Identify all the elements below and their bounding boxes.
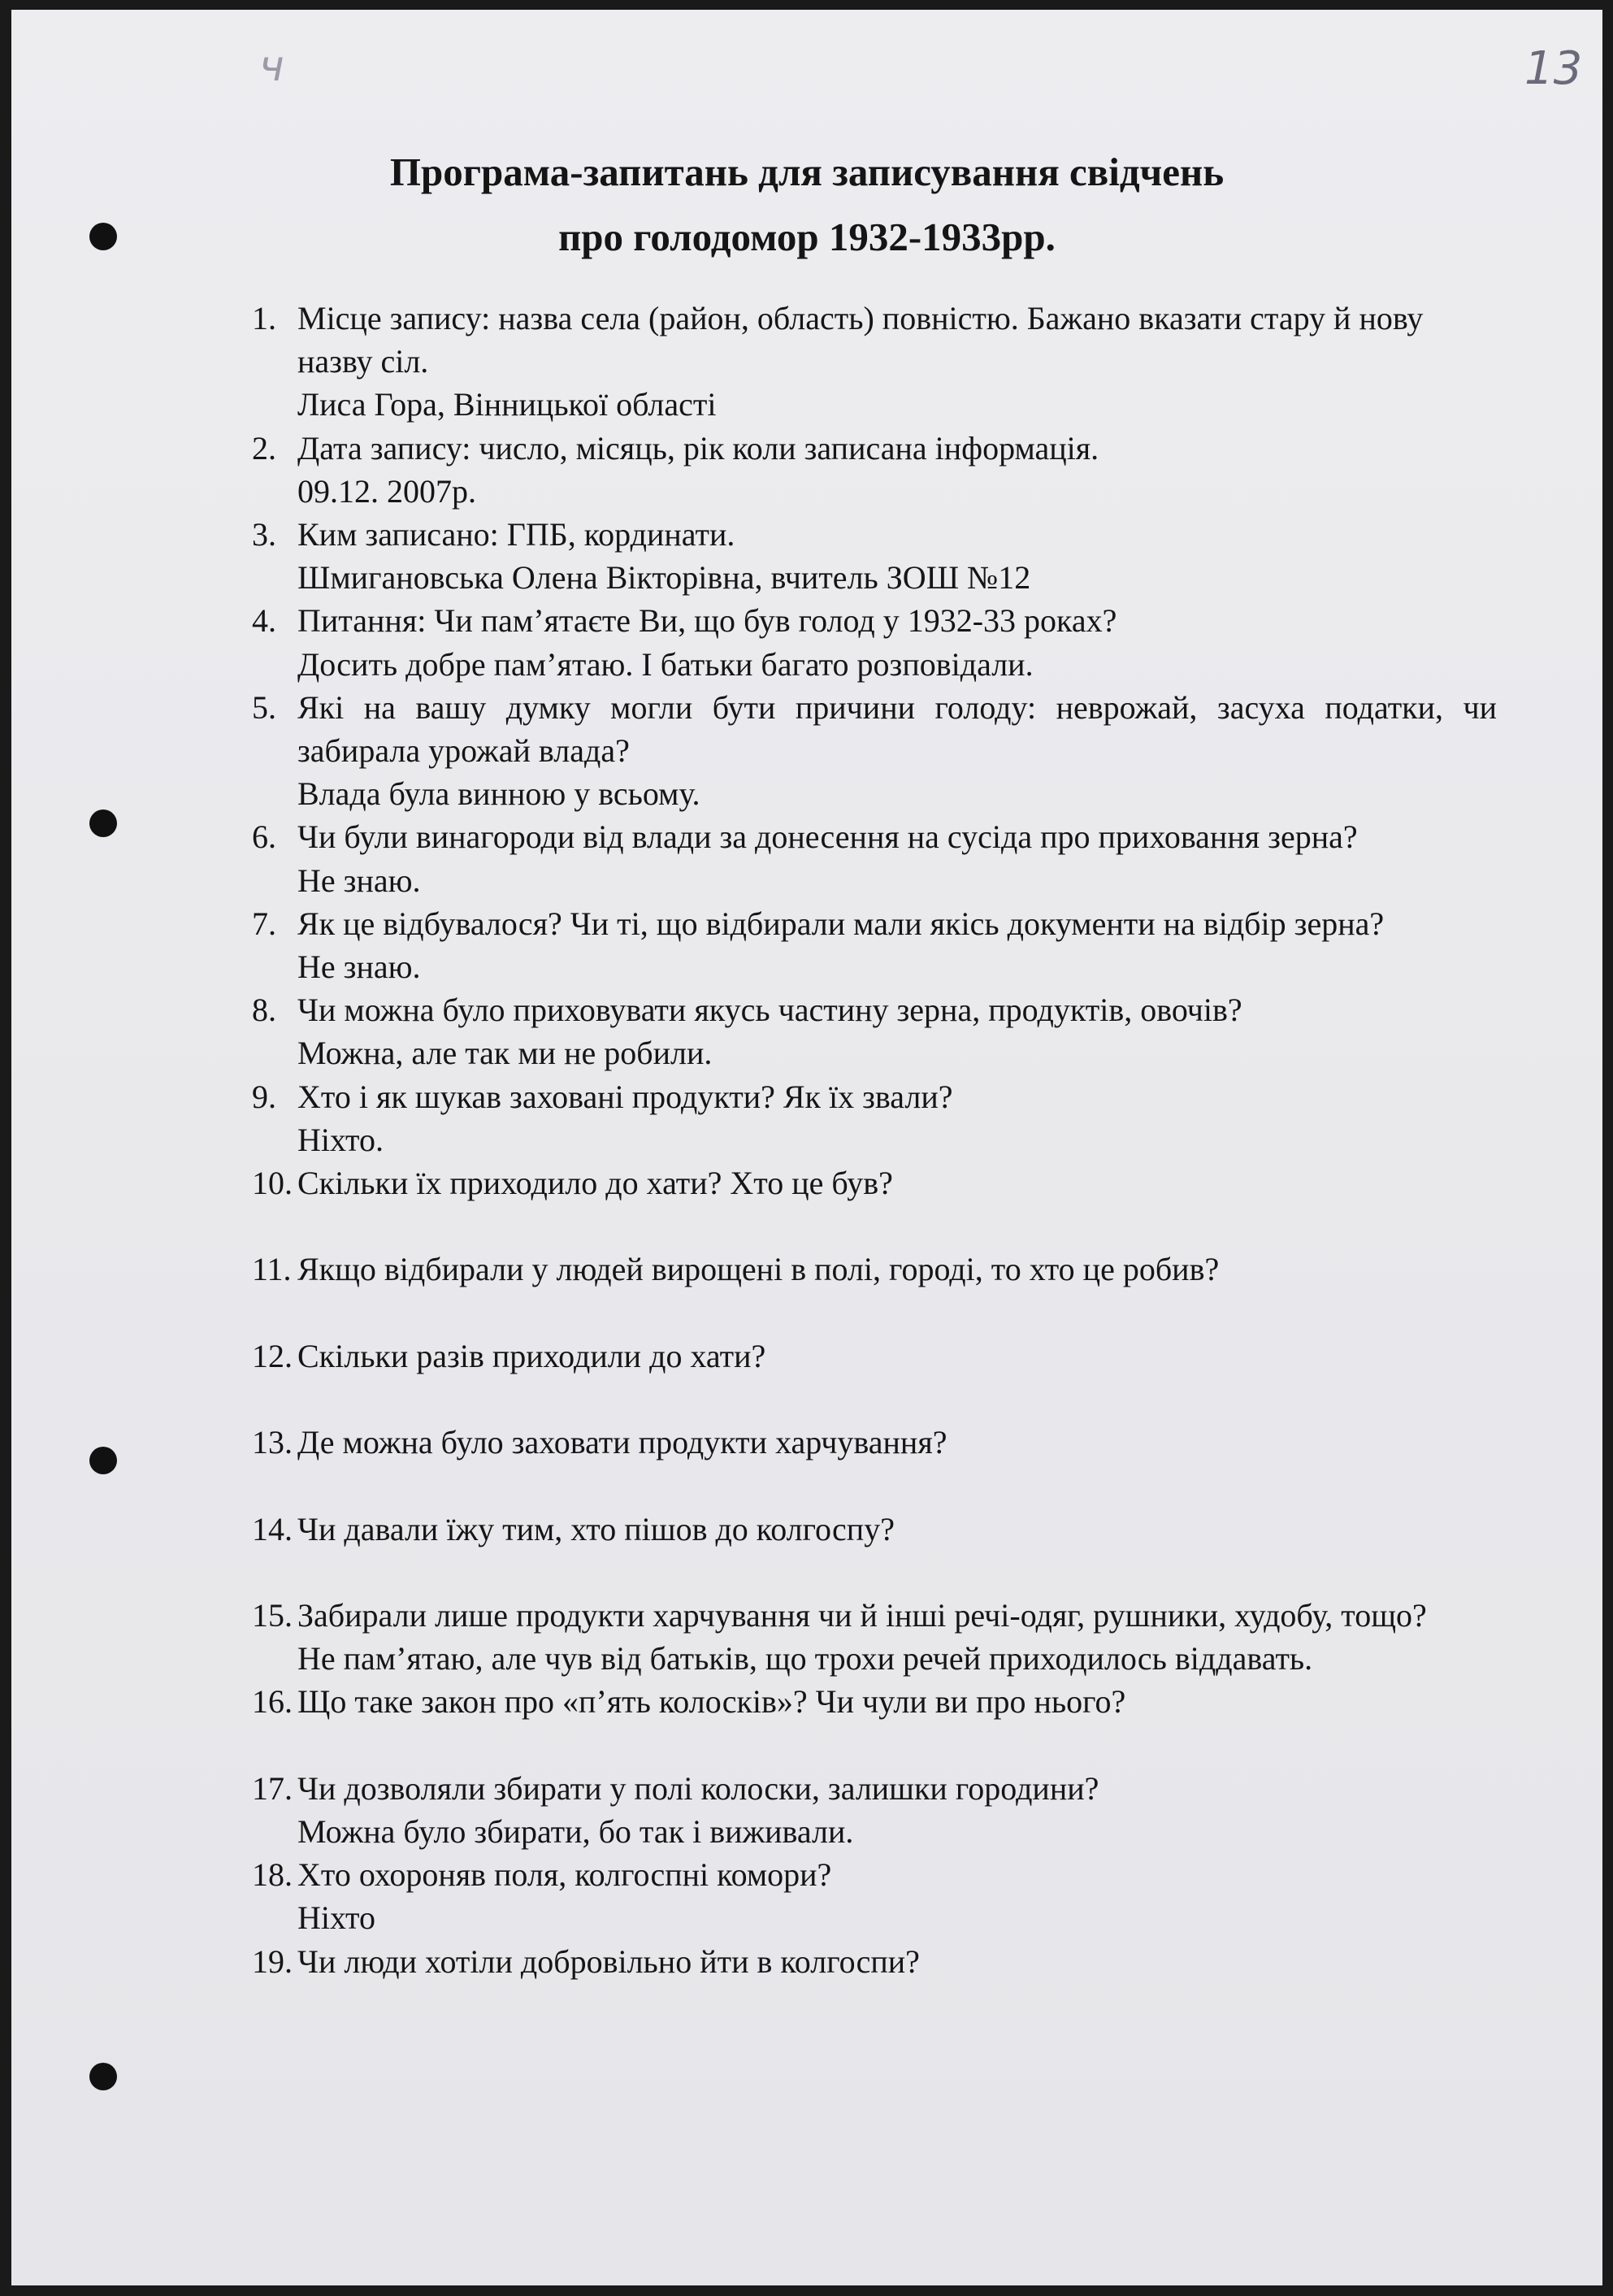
answer-text: Не знаю. [297,948,421,986]
title-line-1: Програма-запитань для записування свідчень [389,150,1225,194]
question [252,1853,1497,1896]
list-item [252,1940,1497,1983]
list-item [252,815,1497,901]
question [252,1421,1497,1464]
question-text: Що таке закон про «п’ять колосків»? Чи чули ви про нього? [297,1683,1126,1721]
question-text: Скільки разів приходили до хати? [297,1337,766,1374]
question-text: Чи давали їжу тим, хто пішов до колгоспу? [297,1510,895,1547]
item-number: 2. [252,429,276,467]
list-item [252,1248,1497,1334]
item-number: 12. [252,1337,293,1374]
list-item [252,297,1497,427]
item-number: 18. [252,1856,293,1894]
question-text: Як це відбувалося? Чи ті, що відбирали мали якісь документи на відбір зерна? [297,905,1385,942]
item-number: 17. [252,1769,293,1807]
list-item [252,1161,1497,1248]
answer-text: Влада була винною у всьому. [297,775,700,813]
list-item [252,1075,1497,1161]
item-number: 7. [252,905,276,942]
list-item [252,902,1497,988]
question-text: Забирали лише продукти харчування чи й інші речі-одяг, рушники, худобу, тощо? [297,1597,1427,1634]
punch-hole [89,809,117,837]
question [252,1767,1497,1810]
list-item [252,1853,1497,1939]
question-list [252,297,1497,1983]
answer-text: 09.12. 2007р. [297,472,476,510]
list-item [252,1680,1497,1766]
question [252,427,1497,470]
answer-text: Ніхто. [297,1121,384,1158]
answer-text: Можна, але так ми не робили. [297,1035,713,1072]
item-number: 9. [252,1078,276,1115]
punch-hole [89,2063,117,2090]
list-item [252,988,1497,1074]
question-text: Хто охороняв поля, колгоспні комори? [297,1856,832,1894]
question [252,815,1497,858]
question-text: Де можна було заховати продукти харчування? [297,1424,947,1461]
question [252,297,1497,383]
question-text: Скільки їх приходило до хати? Хто це був? [297,1165,893,1202]
list-item [252,427,1497,513]
question-text: Питання: Чи пам’ятаєте Ви, що був голод у 1932-33 роках? [297,602,1117,640]
question [252,988,1497,1031]
question [252,1161,1497,1204]
list-item [252,1594,1497,1680]
question [252,513,1497,556]
question [252,1508,1497,1551]
item-number: 16. [252,1683,293,1721]
punch-hole [89,1447,117,1474]
handwritten-page-number: 13 [1524,42,1583,95]
item-number: 15. [252,1597,293,1634]
question [252,686,1497,772]
question [252,599,1497,642]
item-number: 5. [252,688,276,726]
question [252,1335,1497,1378]
answer-text: Лиса Гора, Вінницької області [297,386,717,423]
item-number: 14. [252,1510,293,1547]
question [252,1680,1497,1723]
answer-text: Не пам’ятаю, але чув від батьків, що трохи речей приходилось віддавать. [297,1640,1313,1678]
answer-text: Можна було збирати, бо так і виживали. [297,1813,854,1851]
question-text: Ким записано: ГПБ, кординати. [297,516,735,553]
list-item [252,686,1497,816]
item-number: 10. [252,1165,293,1202]
question-text: Місце запису: назва села (район, область) повністю. Бажано вказати стару й нову назву сіл. [297,300,1424,380]
question-text: Якщо відбирали у людей вирощені в полі, городі, то хто це робив? [297,1251,1220,1288]
question [252,1594,1497,1637]
question-text: Чи люди хотіли добровільно йти в колгоспи? [297,1942,920,1980]
list-item [252,1767,1497,1853]
answer-text: Не знаю. [297,862,421,899]
question-text: Дата запису: число, місяць, рік коли записана інформація. [297,429,1099,467]
question-text: Чи дозволяли збирати у полі колоски, залишки городини? [297,1769,1099,1807]
answer-text: Шмигановська Олена Вікторівна, вчитель ЗОШ №12 [297,559,1031,597]
item-number: 8. [252,992,276,1029]
question [252,1248,1497,1291]
list-item [252,513,1497,599]
document-title [11,140,1602,270]
item-number: 3. [252,516,276,553]
item-number: 11. [252,1251,292,1288]
question-text: Хто і як шукав заховані продукти? Як їх звали? [297,1078,953,1115]
list-item [252,599,1497,685]
item-number: 4. [252,602,276,640]
question-text: Чи можна було приховувати якусь частину зерна, продуктів, овочів? [297,992,1242,1029]
item-number: 6. [252,818,276,856]
question [252,1940,1497,1983]
answer-text: Досить добре пам’ятаю. І батьки багато розповідали. [297,645,1034,683]
answer-text: Ніхто [297,1899,375,1937]
item-number: 1. [252,300,276,336]
handwritten-corner-mark: ч [259,42,284,91]
title-line-2: про голодомор 1932-1933рр. [558,215,1056,259]
item-number: 13. [252,1424,293,1461]
item-number: 19. [252,1942,293,1980]
list-item [252,1421,1497,1507]
list-item [252,1335,1497,1421]
question [252,902,1497,945]
question-text: Які на вашу думку могли бути причини голоду: неврожай, засуха податки, чи забирала урожай влада? [297,688,1497,770]
question-text: Чи були винагороди від влади за донесення на сусіда про приховання зерна? [297,818,1358,856]
question [252,1075,1497,1118]
list-item [252,1508,1497,1594]
